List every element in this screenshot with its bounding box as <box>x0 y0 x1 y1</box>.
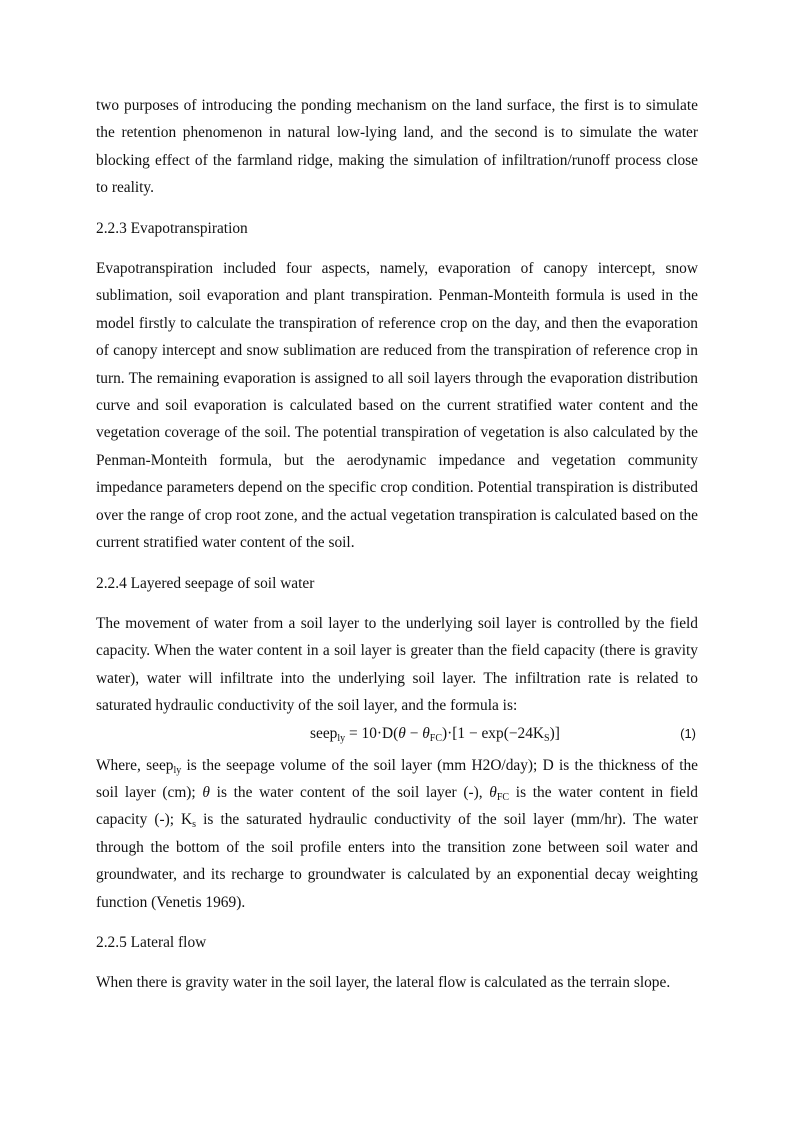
where-theta: θ <box>202 783 210 801</box>
equation-number: (1) <box>680 725 696 741</box>
paragraph-ponding: two purposes of introducing the ponding mechanism on the land surface, the first is to simulate the retention phenomenon in natural low-lying land, and the second is to simulate the water blocking effect of the farmland ridge, making the simulation of infiltration/runoff process close to reality. <box>96 97 698 197</box>
seepage-equation <box>310 720 560 747</box>
where-ks-sub: s <box>192 819 197 831</box>
where-text-3: is the water content of the soil layer (-), <box>209 783 490 801</box>
paragraph-where <box>96 752 698 916</box>
page-content <box>96 92 698 1010</box>
eq-minus: − <box>405 724 423 742</box>
eq-lhs: seep <box>310 724 338 742</box>
eq-rhs-a: = 10·D( <box>345 724 399 742</box>
eq-theta-fc: θ <box>422 724 430 742</box>
eq-rhs-b: )·[1 − exp(−24K <box>442 724 545 742</box>
paragraph-seepage: The movement of water from a soil layer to the underlying soil layer is controlled by the field capacity. When the water content in a soil layer is greater than the field capacity (there is gravity water), water will infiltrate into the underlying soil layer. The infiltration rate is related to saturated hydraulic conductivity of the soil layer, and the formula is: <box>96 614 698 715</box>
eq-lhs-sub: ly <box>337 732 346 744</box>
where-seep-sub: ly <box>173 764 182 776</box>
section-heading-evapotranspiration: 2.2.3 Evapotranspiration <box>96 219 248 237</box>
eq-fc-sub: FC <box>429 732 443 744</box>
section-heading-lateral-flow: 2.2.5 Lateral flow <box>96 933 207 951</box>
eq-rhs-c: )] <box>549 724 560 742</box>
where-theta-fc-sub: FC <box>496 791 510 803</box>
eq-ks-sub: S <box>544 732 550 744</box>
paragraph-evapotranspiration: Evapotranspiration included four aspects, namely, evaporation of canopy intercept, snow sublimation, soil evaporation and plant transpiration. Penman-Monteith formula is used in the model firstly to calculate the transpiration of reference crop on the day, and then the evaporation of canopy intercept and snow sublimation are reduced from the transpiration of reference crop in turn. The remaining evaporation is assigned to all soil layers through the evaporation distribution curve and soil evaporation is calculated based on the current stratified water content and the vegetation coverage of the soil. The potential transpiration of vegetation is also calculated by the Penman-Monteith formula, but the aerodynamic impedance and vegetation community impedance parameters depend on the specific crop condition. Potential transpiration is distributed over the range of crop root zone, and the actual vegetation transpiration is calculated based on the current stratified water content of the soil. <box>96 260 698 552</box>
where-theta-fc: θ <box>489 783 497 801</box>
where-text-1: Where, seep <box>96 756 174 774</box>
where-text-5: is the saturated hydraulic conductivity of the soil layer (mm/hr). The water through the bottom of the soil profile enters into the transition zone between soil water and groundwater, and its recharge to groundwater is calculated by an exponential decay weighting function (Venetis 1969). <box>96 811 698 911</box>
where-text-4: is the water content in field capacity (-); K <box>96 783 698 829</box>
equation-row <box>96 720 698 748</box>
where-text-2: is the seepage volume of the soil layer (mm H2O/day); D is the thickness of the soil layer (cm); <box>96 756 698 801</box>
section-heading-layered-seepage: 2.2.4 Layered seepage of soil water <box>96 574 315 592</box>
paragraph-lateral-flow: When there is gravity water in the soil layer, the lateral flow is calculated as the terrain slope. <box>96 974 671 992</box>
eq-theta: θ <box>398 724 406 742</box>
